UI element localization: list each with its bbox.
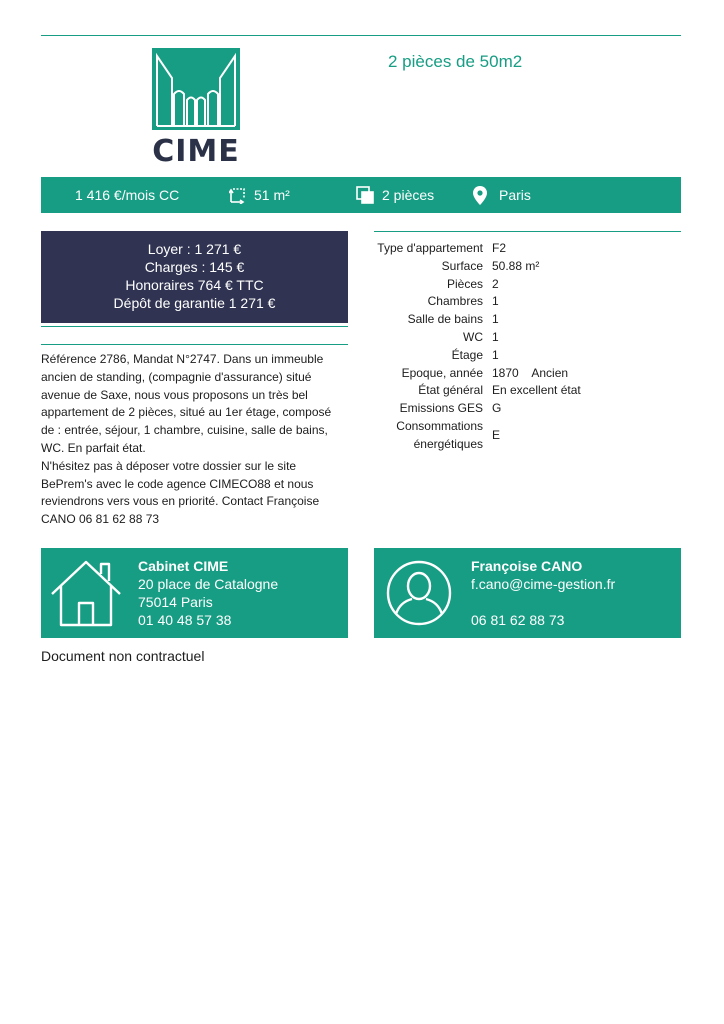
property-key-line: Consommations <box>396 418 483 433</box>
property-value: 1 <box>492 294 499 309</box>
properties-table <box>372 240 682 454</box>
description-line: BePrem's avec le code agence CIMECO88 et nous <box>41 476 314 491</box>
agency-phone[interactable]: 01 40 48 57 38 <box>138 612 232 628</box>
description-line: CANO 06 81 62 88 73 <box>41 512 160 527</box>
property-row <box>372 258 682 276</box>
description-line: reviendrons vers vous en priorité. Contact Françoise <box>41 494 320 509</box>
top-divider <box>41 35 681 36</box>
logo-wordmark: CIME <box>152 134 240 169</box>
description-line: ancien de standing, (compagnie d'assurance) situé <box>41 369 312 384</box>
price-summary: 1 416 €/mois CC <box>75 187 180 203</box>
properties-divider <box>374 231 681 232</box>
contact-phone[interactable]: 06 81 62 88 73 <box>471 612 565 628</box>
deposit-line: Dépôt de garantie 1 271 € <box>113 295 276 311</box>
surface-summary <box>229 177 290 213</box>
location-pin-icon <box>473 186 487 205</box>
property-key: Epoque, année <box>401 365 483 380</box>
property-value: G <box>492 401 502 416</box>
listing-description <box>41 351 343 529</box>
description-line: WC. En parfait état. <box>41 440 146 455</box>
property-value: 1 <box>492 347 499 362</box>
property-key: Type d'appartement <box>377 241 483 255</box>
property-row <box>372 293 682 311</box>
house-icon <box>49 558 123 628</box>
property-key: WC <box>463 329 483 344</box>
contact-name: Françoise CANO <box>471 558 583 574</box>
property-row <box>372 311 682 329</box>
charges-line: Charges : 145 € <box>144 259 245 275</box>
price-details-box <box>41 231 348 323</box>
property-value: E <box>492 427 501 442</box>
agency-street: 20 place de Catalogne <box>138 576 279 592</box>
fees-line: Honoraires 764 € TTC <box>125 277 264 293</box>
property-key: Salle de bains <box>407 312 483 327</box>
price-box-underline <box>41 326 348 327</box>
description-line: de : entrée, séjour, 1 chambre, cuisine, salle de bains, <box>41 423 328 438</box>
property-key-line: énergétiques <box>413 436 483 451</box>
cime-logo <box>152 48 240 169</box>
property-key: Étage <box>451 347 483 362</box>
property-value: F2 <box>492 241 507 255</box>
property-row <box>372 382 682 400</box>
rooms-summary <box>356 177 434 213</box>
description-line: Référence 2786, Mandat N°2747. Dans un immeuble <box>41 352 324 366</box>
surface-label: 51 m² <box>254 187 290 203</box>
property-value: 50.88 m² <box>492 258 540 273</box>
property-value: 1 <box>492 312 499 327</box>
property-key: Chambres <box>427 294 483 309</box>
property-key: Emissions GES <box>399 401 483 416</box>
property-row <box>372 276 682 294</box>
agency-city: 75014 Paris <box>138 594 213 610</box>
property-value: 1 <box>492 329 499 344</box>
property-row <box>372 347 682 365</box>
agency-card <box>41 548 348 638</box>
agency-info <box>138 557 278 629</box>
description-line: appartement de 2 pièces, situé au 1er étage, composé <box>41 405 332 420</box>
property-key: Surface <box>441 258 483 273</box>
contact-card <box>374 548 681 638</box>
property-key: État général <box>418 383 483 398</box>
property-row <box>372 329 682 347</box>
property-key <box>372 418 492 454</box>
property-value: 2 <box>492 276 499 291</box>
summary-band <box>41 177 681 213</box>
listing-title: 2 pièces de 50m2 <box>388 52 523 71</box>
property-key: Pièces <box>446 276 483 291</box>
description-line: N'hésitez pas à déposer votre dossier sur le site <box>41 458 297 473</box>
property-row <box>372 418 682 454</box>
property-value: En excellent état <box>492 383 581 398</box>
person-icon <box>382 558 456 628</box>
city-summary <box>473 177 531 213</box>
disclaimer: Document non contractuel <box>41 648 205 664</box>
description-line: avenue de Saxe, nous vous proposons un très bel <box>41 387 308 402</box>
agency-name: Cabinet CIME <box>138 558 229 574</box>
property-row <box>372 365 682 383</box>
contact-email[interactable]: f.cano@cime-gestion.fr <box>471 576 616 592</box>
city-label: Paris <box>499 187 531 203</box>
property-row <box>372 240 682 258</box>
rooms-icon <box>356 186 374 204</box>
surface-icon <box>229 187 246 204</box>
rent-line: Loyer : 1 271 € <box>147 241 242 257</box>
property-value: 1870 Ancien <box>492 365 569 380</box>
rooms-label: 2 pièces <box>382 187 435 203</box>
description-divider <box>41 344 348 345</box>
contact-info <box>471 557 615 629</box>
logo-emblem <box>152 48 240 130</box>
property-row <box>372 400 682 418</box>
